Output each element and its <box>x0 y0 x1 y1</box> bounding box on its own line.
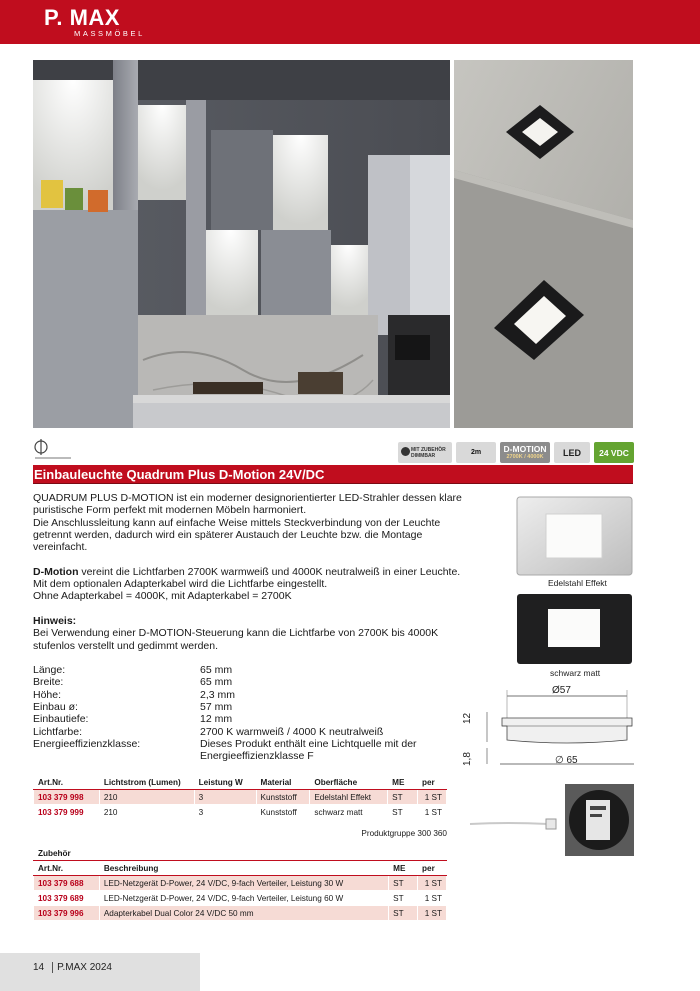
spec-value: 57 mm <box>200 701 233 714</box>
cell: LED-Netzgerät D-Power, 24 V/DC, 9-fach Verteiler, Leistung 30 W <box>99 876 388 891</box>
cell: Edelstahl Effekt <box>310 790 388 805</box>
cell: 1 ST <box>418 891 447 906</box>
feature-badges <box>398 442 634 463</box>
product-title: Einbauleuchte Quadrum Plus D-Motion 24V/DC <box>34 467 325 482</box>
cell: LED-Netzgerät D-Power, 24 V/DC, 9-fach Verteiler, Leistung 60 W <box>99 891 388 906</box>
col-header: ME <box>389 861 418 876</box>
cell: 1 ST <box>418 876 447 891</box>
cell: ST <box>389 906 418 921</box>
adapter-text: Mit dem optionalen Adapterkabel wird die Lichtfarbe eingestellt. <box>33 578 328 591</box>
brand-name: P. MAX <box>44 5 120 30</box>
col-header: Lichtstrom (Lumen) <box>99 775 194 790</box>
footer <box>33 962 112 973</box>
dimmable-label: MIT ZUBEHÖR DIMMBAR <box>411 446 446 459</box>
article-number: 103 379 998 <box>34 790 100 805</box>
voltage-label: 24 VDC <box>599 447 629 458</box>
led-badge <box>554 442 590 463</box>
spec-value: 12 mm <box>200 713 233 726</box>
table-row <box>34 790 447 805</box>
cell: 1 ST <box>418 906 447 921</box>
col-header: Leistung W <box>194 775 256 790</box>
intro-text: QUADRUM PLUS D-MOTION ist ein moderner designorientierter LED-Strahler dessen klare puristische Form perfekt mit modernen Möbeln harmoniert. <box>33 492 462 517</box>
spec-label: Länge: <box>33 664 66 677</box>
col-header: ME <box>388 775 418 790</box>
cell: Adapterkabel Dual Color 24 V/DC 50 mm <box>99 906 388 921</box>
spec-value: 65 mm <box>200 676 233 689</box>
manufacturer-logo <box>33 437 73 461</box>
cell: schwarz matt <box>310 805 388 820</box>
cell: 3 <box>194 790 256 805</box>
hint-text: Bei Verwendung einer D-MOTION-Steuerung kann die Lichtfarbe von 2700K bis 4000K stufenlos verstellt und gedimmt werden. <box>33 627 439 652</box>
article-number: 103 379 999 <box>34 805 100 820</box>
accessory-table <box>33 845 447 921</box>
intro-text-2: Die Anschlussleitung kann auf einfache Weise mittels Steckverbindung von der Leuchte getrennt werden, dadurch wird ein späterer Austauch der Leuchte bzw. die Montage vereinfacht. <box>33 516 441 554</box>
bulb-icon <box>401 447 410 456</box>
spec-label: Lichtfarbe: <box>33 725 83 738</box>
adapter-rule: Ohne Adapterkabel = 4000K, mit Adapterkabel = 2700K <box>33 590 292 603</box>
cell: Kunststoff <box>256 805 310 820</box>
cell: 1 ST <box>417 790 446 805</box>
dmotion-label: D-MOTION <box>503 444 547 454</box>
spec-value: 65 mm <box>200 664 233 677</box>
dimension-57: Ø57 <box>552 685 571 696</box>
spec-label: Energieeffizienzklasse: <box>33 737 141 750</box>
col-header: per <box>417 775 446 790</box>
product-description <box>33 492 463 763</box>
accessory-title: Zubehör <box>34 846 447 861</box>
dimension-65: ∅ 65 <box>555 755 578 766</box>
intro-paragraph <box>33 492 463 553</box>
col-header: Material <box>256 775 310 790</box>
col-header: Art.Nr. <box>34 861 100 876</box>
dimmable-badge <box>398 442 452 463</box>
cell: Kunststoff <box>256 790 310 805</box>
hint-paragraph <box>33 615 463 652</box>
catalog-name: P.MAX 2024 <box>52 962 112 973</box>
spec-value: 2,3 mm <box>200 688 236 701</box>
technical-drawing <box>462 682 634 772</box>
spec-label: Einbautiefe: <box>33 713 89 726</box>
spec-label: Breite: <box>33 676 64 689</box>
led-label: LED <box>563 447 581 458</box>
cell: ST <box>389 891 418 906</box>
cable-length-badge <box>456 442 496 463</box>
cell: 1 ST <box>417 805 446 820</box>
dimension-1-8: 1,8 <box>462 752 473 766</box>
table-header-row <box>34 861 447 876</box>
page-number: 14 <box>33 962 45 973</box>
black-caption: schwarz matt <box>550 668 601 678</box>
article-table <box>33 774 447 820</box>
cable-length-label: 2m <box>470 449 482 456</box>
table-header-row <box>34 775 447 790</box>
cell: ST <box>388 790 418 805</box>
hint-heading: Hinweis: <box>33 614 77 627</box>
cell: ST <box>388 805 418 820</box>
dmotion-text: vereint die Lichtfarben 2700K warmweiß und 4000K neutralweiß in einer Leuchte. <box>78 565 461 578</box>
col-header: Beschreibung <box>99 861 388 876</box>
steel-finish-image <box>516 496 633 576</box>
black-finish-image <box>516 593 633 665</box>
product-group: Produktgruppe 300 360 <box>361 829 447 838</box>
cell: 210 <box>99 790 194 805</box>
spec-label: Höhe: <box>33 688 62 701</box>
accessory-photo <box>468 784 634 856</box>
cell: 3 <box>194 805 256 820</box>
kitchen-photo <box>33 60 450 428</box>
dmotion-paragraph <box>33 566 463 603</box>
article-number: 103 379 688 <box>34 876 100 891</box>
steel-caption: Edelstahl Effekt <box>548 578 607 588</box>
table-row <box>34 805 447 820</box>
detail-photo <box>454 60 633 428</box>
col-header: Art.Nr. <box>34 775 100 790</box>
table-row <box>34 876 447 891</box>
table-row <box>34 906 447 921</box>
spec-label: Einbau ø: <box>33 701 78 714</box>
dmotion-badge <box>500 442 550 463</box>
dmotion-range: 2700K / 4000K <box>506 454 544 460</box>
title-bar <box>33 465 633 484</box>
voltage-badge <box>594 442 634 463</box>
table-row <box>34 891 447 906</box>
spec-list <box>33 664 463 762</box>
dmotion-heading: D-Motion <box>33 565 79 578</box>
brand-subtitle: MASSMÖBEL <box>74 29 145 38</box>
spec-value: Dieses Produkt enthält eine Lichtquelle mit der Energieeffizienzklasse F <box>200 737 417 763</box>
spec-value: 2700 K warmweiß / 4000 K neutralweiß <box>200 725 384 738</box>
cell: ST <box>389 876 418 891</box>
accessory-title-row <box>34 846 447 861</box>
dimension-12: 12 <box>462 712 473 724</box>
col-header: per <box>418 861 447 876</box>
cell: 210 <box>99 805 194 820</box>
brand-logo <box>44 7 145 38</box>
article-number: 103 379 689 <box>34 891 100 906</box>
col-header: Oberfläche <box>310 775 388 790</box>
article-number: 103 379 996 <box>34 906 100 921</box>
header-bar <box>0 0 700 44</box>
